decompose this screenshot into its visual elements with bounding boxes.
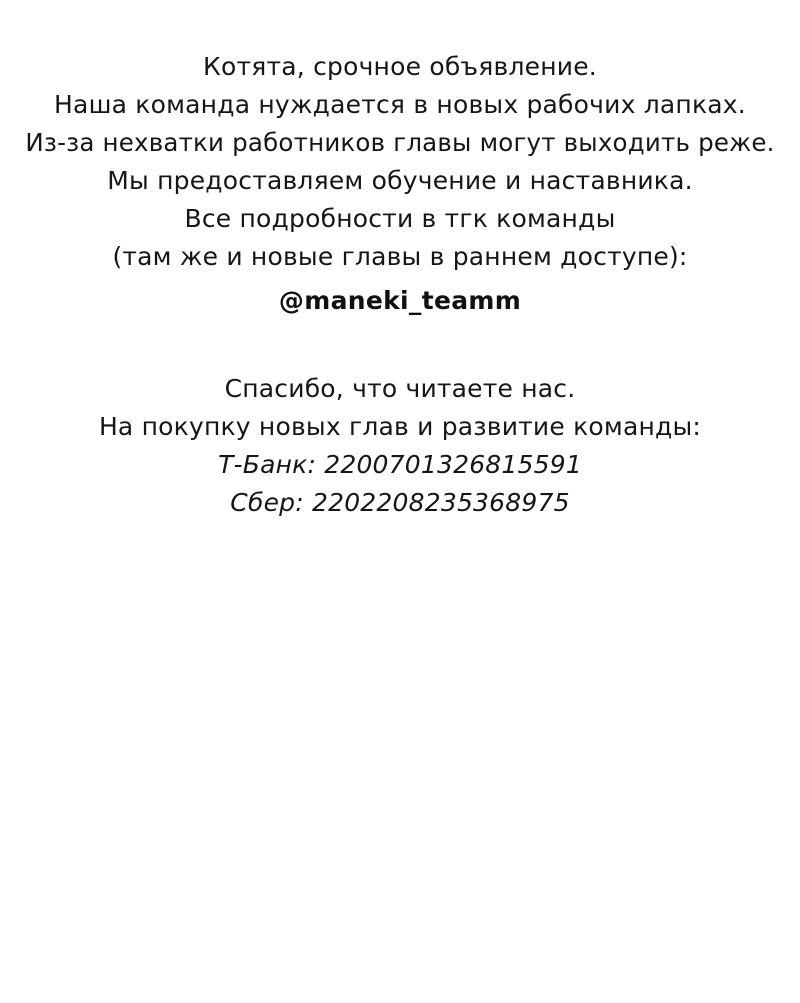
thanks-line: Спасибо, что читаете нас. [224,374,576,403]
bottom-whitespace [0,522,800,962]
payment-detail-sber: Сбер: 2202208235368975 [230,488,570,517]
announcement-line-3: Из-за нехватки работников главы могут выходить реже. [25,128,775,157]
announcement-line-2: Наша команда нуждается в новых рабочих лапках. [54,90,746,119]
announcement-line-4: Мы предоставляем обучение и наставника. [107,166,693,195]
announcement-line-1: Котята, срочное объявление. [203,52,597,81]
announcement-line-6: (там же и новые главы в раннем доступе): [112,242,688,271]
announcement-block [0,48,800,320]
payment-detail-tbank: Т-Банк: 2200701326815591 [218,450,582,479]
telegram-handle[interactable]: @maneki_teamm [278,286,522,315]
call-to-action-line: На покупку новых глав и развитие команды: [98,412,702,441]
section-gap [0,320,800,358]
support-block [0,370,800,522]
announcement-line-5: Все подробности в тгк команды [184,204,616,233]
